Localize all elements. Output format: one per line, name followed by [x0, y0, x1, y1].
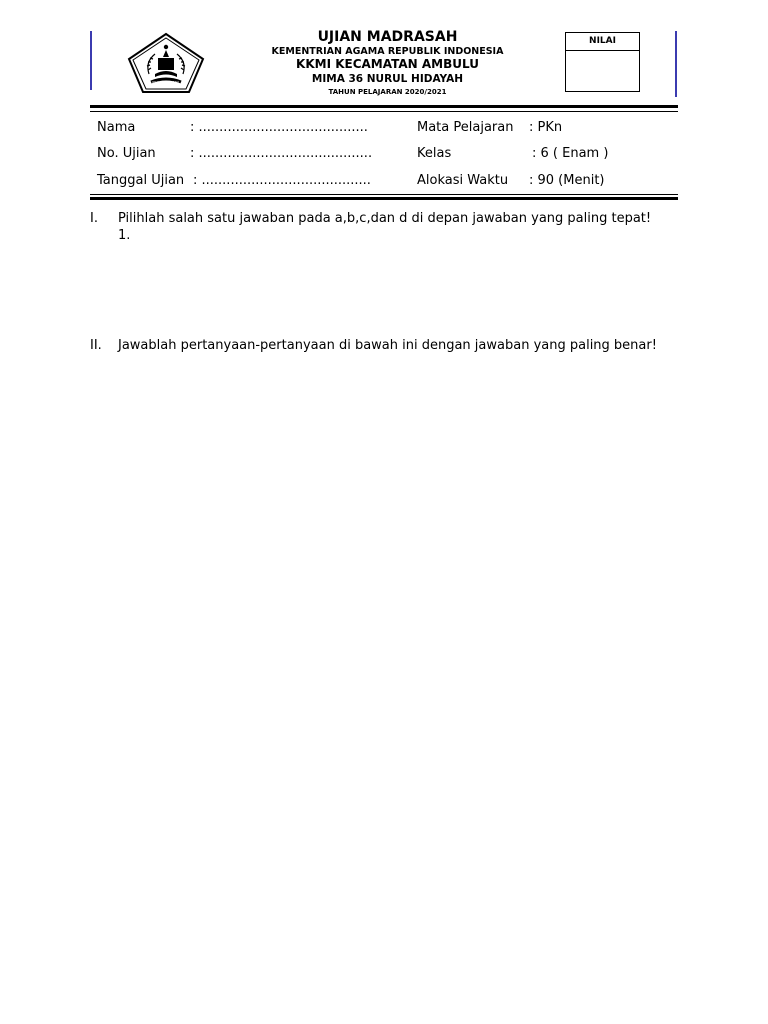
school-name: MIMA 36 NURUL HIDAYAH	[311, 73, 464, 85]
header-divider-thin	[90, 111, 678, 112]
subject-value: : PKn	[529, 120, 563, 135]
exam-number-label: No. Ujian	[97, 146, 156, 161]
ministry-name: KEMENTRIAN AGAMA REPUBLIK INDONESIA	[271, 46, 504, 57]
district-name: KKMI KECAMATAN AMBULU	[296, 57, 479, 71]
header-divider-thick	[90, 105, 678, 108]
exam-title: UJIAN MADRASAH	[317, 29, 458, 45]
exam-number-field[interactable]: : ..........................................	[190, 146, 373, 161]
info-divider-thick	[90, 197, 678, 200]
score-label: NILAI	[566, 33, 639, 51]
class-value: : 6 ( Enam )	[532, 146, 609, 161]
score-box[interactable]	[565, 32, 640, 92]
section-1-instruction: Pilihlah salah satu jawaban pada a,b,c,dan d di depan jawaban yang paling tepat!	[118, 211, 652, 226]
exam-date-label: Tanggal Ujian	[97, 173, 185, 188]
section-2-number: II.	[90, 338, 102, 353]
academic-year: TAHUN PELAJARAN 2020/2021	[328, 88, 447, 96]
kementerian-agama-emblem-icon	[127, 32, 205, 94]
info-divider-thin	[90, 194, 678, 195]
svg-text:IKHLAS BERAMAL: IKHLAS BERAMAL	[152, 80, 180, 85]
score-value[interactable]	[566, 51, 639, 91]
time-allocation-label: Alokasi Waktu	[417, 173, 509, 188]
section-2-instruction: Jawablah pertanyaan-pertanyaan di bawah ini dengan jawaban yang paling benar!	[118, 338, 657, 353]
name-label: Nama	[97, 120, 136, 135]
time-allocation-value: : 90 (Menit)	[529, 173, 605, 188]
question-1-number: 1.	[118, 228, 131, 243]
class-label: Kelas	[417, 146, 452, 161]
right-margin-bar	[675, 31, 677, 97]
exam-date-field[interactable]: : .........................................	[193, 173, 371, 188]
subject-label: Mata Pelajaran	[417, 120, 514, 135]
emblem-caption	[152, 81, 180, 85]
section-1-number: I.	[90, 211, 98, 226]
left-margin-bar	[90, 31, 92, 90]
name-field[interactable]: : .........................................	[190, 120, 368, 135]
